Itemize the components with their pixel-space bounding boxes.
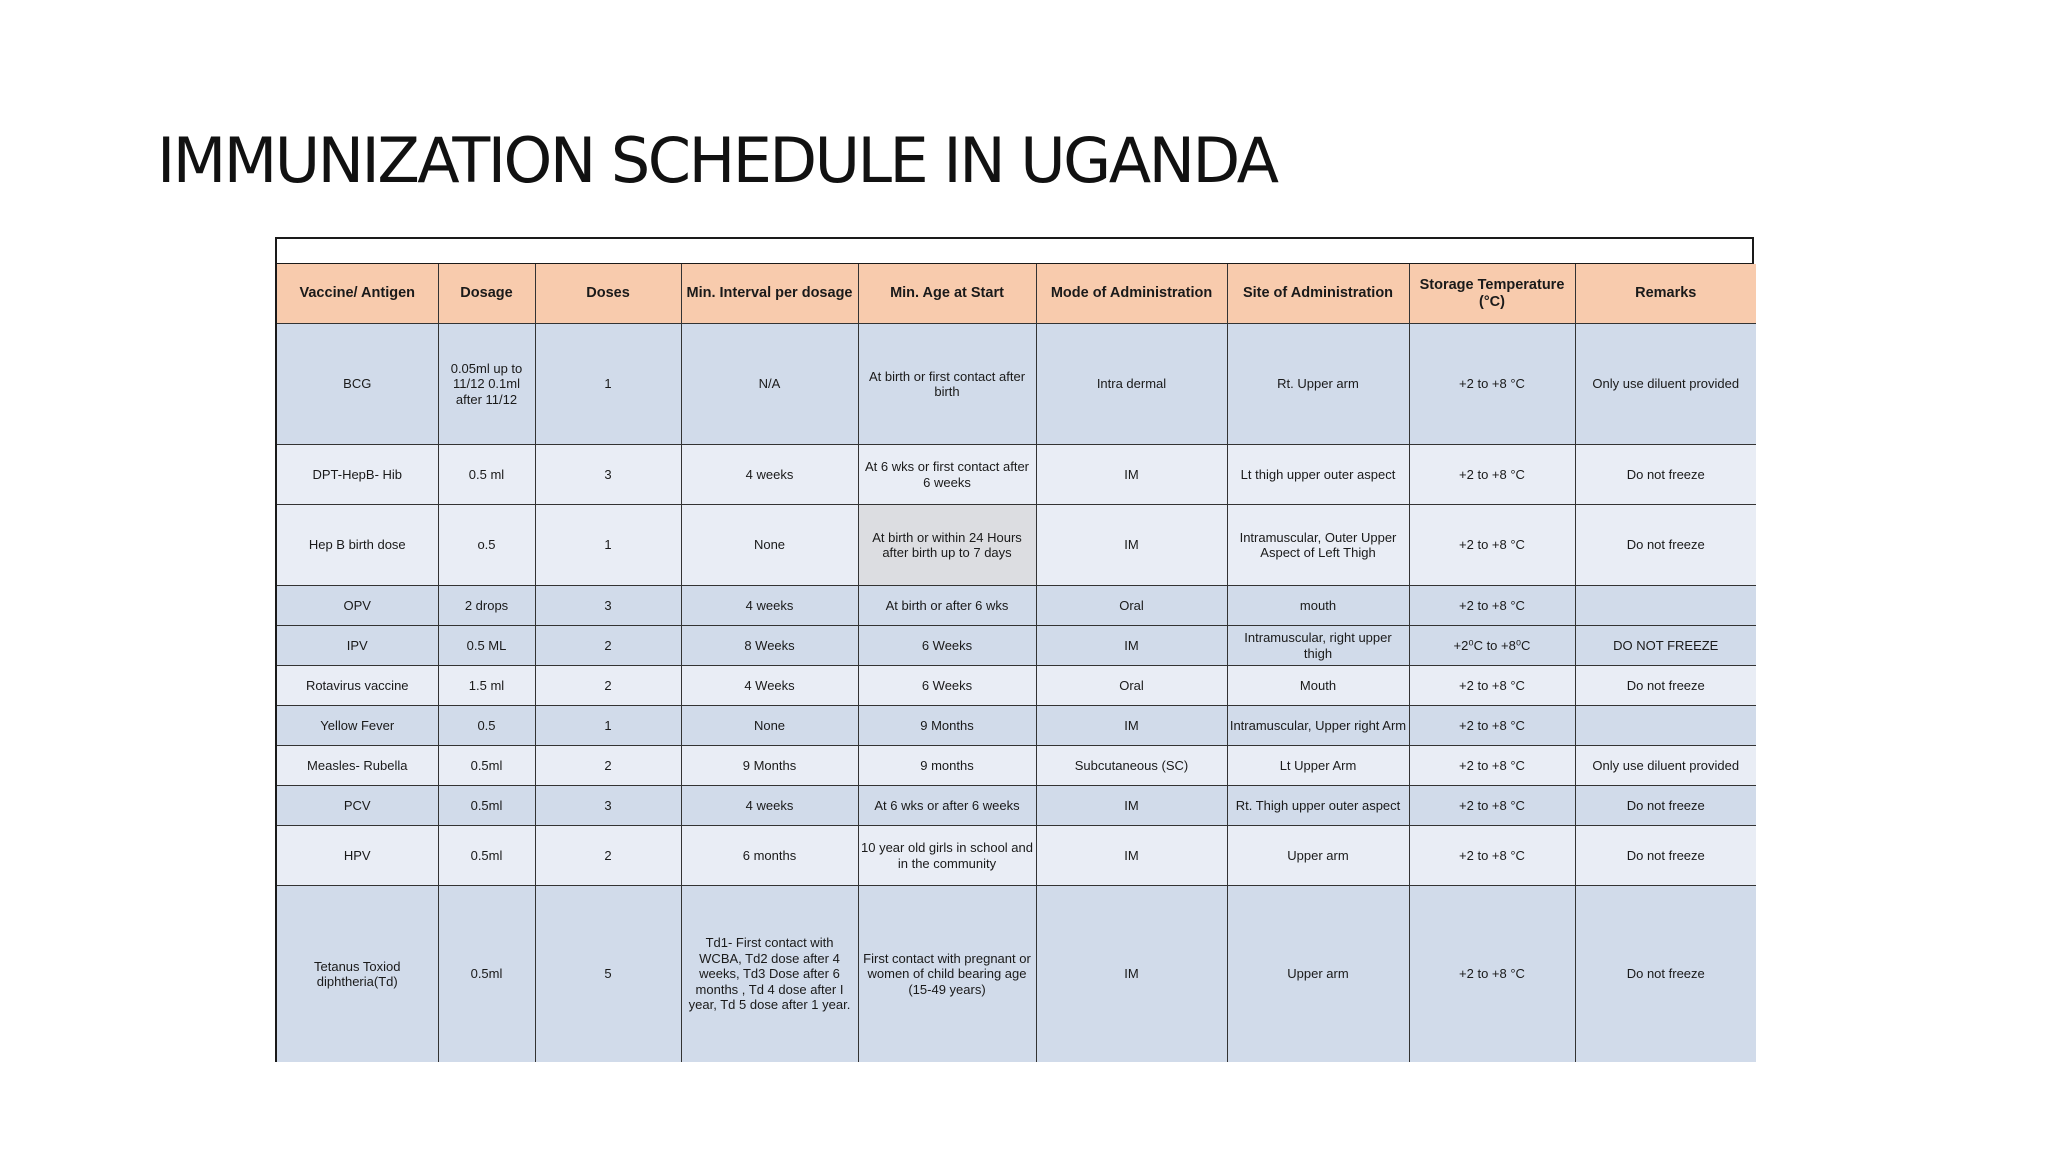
cell-temp: +2 to +8 °C xyxy=(1409,666,1575,706)
cell-vaccine: HPV xyxy=(277,826,438,886)
cell-mode: IM xyxy=(1036,786,1227,826)
cell-interval: None xyxy=(681,505,858,586)
cell-site: Lt thigh upper outer aspect xyxy=(1227,445,1409,505)
cell-remarks xyxy=(1575,586,1756,626)
cell-doses: 5 xyxy=(535,886,681,1063)
table-row xyxy=(277,786,1756,826)
cell-doses: 1 xyxy=(535,505,681,586)
cell-dosage: o.5 xyxy=(438,505,535,586)
table-row xyxy=(277,826,1756,886)
cell-min-age: At birth or after 6 wks xyxy=(858,586,1036,626)
cell-vaccine: Hep B birth dose xyxy=(277,505,438,586)
cell-remarks: DO NOT FREEZE xyxy=(1575,626,1756,666)
cell-remarks: Do not freeze xyxy=(1575,786,1756,826)
cell-dosage: 0.05ml up to 11/12 0.1ml after 11/12 xyxy=(438,324,535,445)
table-header-row xyxy=(277,264,1756,324)
cell-mode: Intra dermal xyxy=(1036,324,1227,445)
cell-remarks: Do not freeze xyxy=(1575,445,1756,505)
header-storage-temp: Storage Temperature (°C) xyxy=(1409,264,1575,324)
cell-temp: +2 to +8 °C xyxy=(1409,786,1575,826)
table-blank-band xyxy=(277,239,1752,264)
cell-mode: IM xyxy=(1036,445,1227,505)
cell-remarks: Do not freeze xyxy=(1575,826,1756,886)
header-dosage: Dosage xyxy=(438,264,535,324)
cell-vaccine: BCG xyxy=(277,324,438,445)
cell-vaccine: IPV xyxy=(277,626,438,666)
cell-dosage: 0.5ml xyxy=(438,786,535,826)
cell-site: Rt. Upper arm xyxy=(1227,324,1409,445)
cell-remarks: Do not freeze xyxy=(1575,666,1756,706)
header-remarks: Remarks xyxy=(1575,264,1756,324)
cell-vaccine: PCV xyxy=(277,786,438,826)
cell-vaccine: Measles- Rubella xyxy=(277,746,438,786)
cell-min-age: 10 year old girls in school and in the community xyxy=(858,826,1036,886)
cell-interval: 4 weeks xyxy=(681,586,858,626)
cell-doses: 3 xyxy=(535,586,681,626)
header-site: Site of Administration xyxy=(1227,264,1409,324)
cell-site: Intramuscular, Outer Upper Aspect of Left Thigh xyxy=(1227,505,1409,586)
table-row xyxy=(277,626,1756,666)
cell-vaccine: Tetanus Toxiod diphtheria(Td) xyxy=(277,886,438,1063)
cell-min-age: At 6 wks or after 6 weeks xyxy=(858,786,1036,826)
table-row xyxy=(277,586,1756,626)
cell-remarks: Do not freeze xyxy=(1575,886,1756,1063)
cell-doses: 3 xyxy=(535,786,681,826)
cell-vaccine: Yellow Fever xyxy=(277,706,438,746)
cell-dosage: 0.5 ML xyxy=(438,626,535,666)
header-min-age: Min. Age at Start xyxy=(858,264,1036,324)
header-vaccine: Vaccine/ Antigen xyxy=(277,264,438,324)
cell-vaccine: Rotavirus vaccine xyxy=(277,666,438,706)
cell-mode: Oral xyxy=(1036,666,1227,706)
cell-interval: Td1- First contact with WCBA, Td2 dose after 4 weeks, Td3 Dose after 6 months , Td 4 dose after I year, Td 5 dose after 1 year. xyxy=(681,886,858,1063)
cell-min-age: At birth or first contact after birth xyxy=(858,324,1036,445)
cell-min-age: 9 months xyxy=(858,746,1036,786)
header-doses: Doses xyxy=(535,264,681,324)
cell-dosage: 0.5ml xyxy=(438,826,535,886)
cell-remarks: Only use diluent provided xyxy=(1575,324,1756,445)
cell-dosage: 0.5ml xyxy=(438,886,535,1063)
cell-dosage: 2 drops xyxy=(438,586,535,626)
cell-remarks: Only use diluent provided xyxy=(1575,746,1756,786)
cell-remarks xyxy=(1575,706,1756,746)
cell-temp: +2⁰C to +8⁰C xyxy=(1409,626,1575,666)
schedule-table xyxy=(277,264,1756,1062)
cell-min-age: 9 Months xyxy=(858,706,1036,746)
cell-interval: 9 Months xyxy=(681,746,858,786)
cell-site: Upper arm xyxy=(1227,826,1409,886)
cell-min-age: First contact with pregnant or women of child bearing age (15-49 years) xyxy=(858,886,1036,1063)
cell-mode: IM xyxy=(1036,626,1227,666)
cell-min-age: At 6 wks or first contact after 6 weeks xyxy=(858,445,1036,505)
cell-mode: IM xyxy=(1036,706,1227,746)
cell-doses: 1 xyxy=(535,706,681,746)
table-row xyxy=(277,746,1756,786)
cell-min-age: 6 Weeks xyxy=(858,666,1036,706)
cell-min-age: At birth or within 24 Hours after birth up to 7 days xyxy=(858,505,1036,586)
cell-site: Rt. Thigh upper outer aspect xyxy=(1227,786,1409,826)
table-row xyxy=(277,445,1756,505)
table-row xyxy=(277,505,1756,586)
cell-dosage: 0.5ml xyxy=(438,746,535,786)
cell-interval: 4 weeks xyxy=(681,445,858,505)
cell-site: Mouth xyxy=(1227,666,1409,706)
cell-doses: 3 xyxy=(535,445,681,505)
cell-interval: 6 months xyxy=(681,826,858,886)
cell-temp: +2 to +8 °C xyxy=(1409,886,1575,1063)
table-row xyxy=(277,886,1756,1063)
cell-interval: None xyxy=(681,706,858,746)
header-mode: Mode of Administration xyxy=(1036,264,1227,324)
cell-vaccine: OPV xyxy=(277,586,438,626)
cell-interval: 4 Weeks xyxy=(681,666,858,706)
cell-site: mouth xyxy=(1227,586,1409,626)
cell-remarks: Do not freeze xyxy=(1575,505,1756,586)
cell-dosage: 1.5 ml xyxy=(438,666,535,706)
cell-temp: +2 to +8 °C xyxy=(1409,505,1575,586)
cell-site: Intramuscular, Upper right Arm xyxy=(1227,706,1409,746)
page-title: IMMUNIZATION SCHEDULE IN UGANDA xyxy=(157,124,1277,197)
cell-site: Lt Upper Arm xyxy=(1227,746,1409,786)
cell-site: Upper arm xyxy=(1227,886,1409,1063)
cell-dosage: 0.5 ml xyxy=(438,445,535,505)
cell-temp: +2 to +8 °C xyxy=(1409,706,1575,746)
cell-doses: 2 xyxy=(535,826,681,886)
cell-temp: +2 to +8 °C xyxy=(1409,445,1575,505)
cell-temp: +2 to +8 °C xyxy=(1409,826,1575,886)
table-row xyxy=(277,324,1756,445)
cell-doses: 2 xyxy=(535,746,681,786)
cell-doses: 2 xyxy=(535,626,681,666)
cell-temp: +2 to +8 °C xyxy=(1409,586,1575,626)
cell-interval: N/A xyxy=(681,324,858,445)
cell-mode: IM xyxy=(1036,826,1227,886)
cell-site: Intramuscular, right upper thigh xyxy=(1227,626,1409,666)
cell-vaccine: DPT-HepB- Hib xyxy=(277,445,438,505)
cell-mode: Oral xyxy=(1036,586,1227,626)
cell-doses: 2 xyxy=(535,666,681,706)
cell-mode: Subcutaneous (SC) xyxy=(1036,746,1227,786)
table-row xyxy=(277,706,1756,746)
cell-dosage: 0.5 xyxy=(438,706,535,746)
cell-temp: +2 to +8 °C xyxy=(1409,324,1575,445)
cell-mode: IM xyxy=(1036,505,1227,586)
cell-interval: 8 Weeks xyxy=(681,626,858,666)
cell-min-age: 6 Weeks xyxy=(858,626,1036,666)
schedule-table-frame xyxy=(275,237,1754,1062)
cell-doses: 1 xyxy=(535,324,681,445)
table-row xyxy=(277,666,1756,706)
cell-mode: IM xyxy=(1036,886,1227,1063)
cell-interval: 4 weeks xyxy=(681,786,858,826)
header-interval: Min. Interval per dosage xyxy=(681,264,858,324)
cell-temp: +2 to +8 °C xyxy=(1409,746,1575,786)
